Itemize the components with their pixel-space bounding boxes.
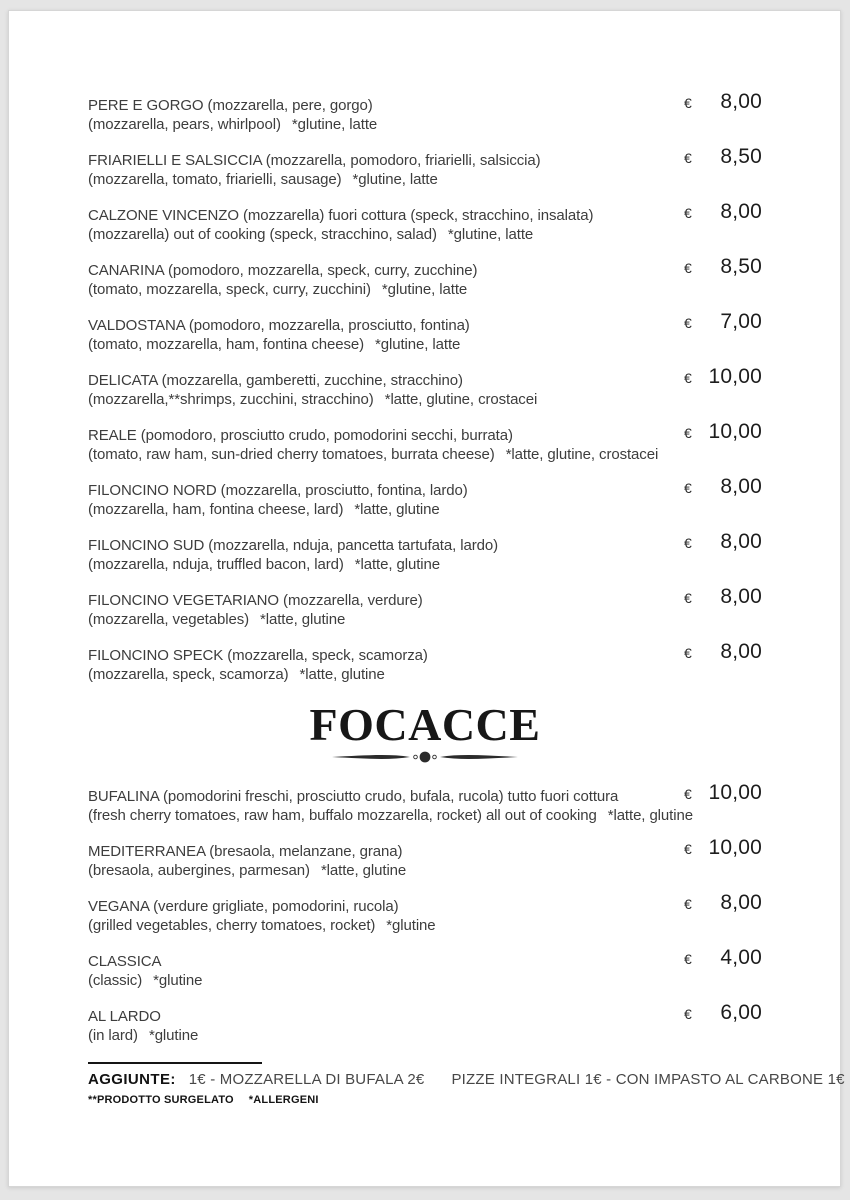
item-translation: (tomato, mozzarella, speck, curry, zucchini) xyxy=(88,281,371,298)
item-translation: (mozzarella, speck, scamorza) xyxy=(88,666,289,683)
item-allergens: *latte, glutine, crostacei xyxy=(505,446,659,463)
item-translation: (mozzarella, vegetables) xyxy=(88,611,250,628)
item-name-line: CALZONE VINCENZO (mozzarella) fuori cottura (speck, stracchino, insalata) xyxy=(88,207,594,224)
allergens-note: *ALLERGENI xyxy=(248,1094,319,1106)
item-name-line: FILONCINO VEGETARIANO (mozzarella, verdure) xyxy=(88,592,423,609)
menu-item xyxy=(88,365,762,409)
price-value: 10,00 xyxy=(708,836,762,859)
price-value: 8,50 xyxy=(720,145,762,168)
menu-item xyxy=(88,640,762,684)
euro-sign: € xyxy=(684,1006,692,1022)
euro-sign: € xyxy=(684,370,692,386)
menu-item xyxy=(88,585,762,629)
price-value: 8,00 xyxy=(720,200,762,223)
item-allergens: *latte, glutine, crostacei xyxy=(384,391,538,408)
euro-sign: € xyxy=(684,260,692,276)
menu-item xyxy=(88,836,762,880)
item-translation: (mozzarella, ham, fontina cheese, lard) xyxy=(88,501,344,518)
item-allergens: *latte, glutine xyxy=(260,611,346,628)
item-allergens: *glutine xyxy=(148,1027,199,1044)
menu-item xyxy=(88,145,762,189)
euro-sign: € xyxy=(684,645,692,661)
item-allergens: *glutine xyxy=(386,917,436,934)
item-name-line: REALE (pomodoro, prosciutto crudo, pomodorini secchi, burrata) xyxy=(88,427,513,444)
item-price xyxy=(684,477,762,498)
euro-sign: € xyxy=(684,590,692,606)
item-translation: (mozzarella) out of cooking (speck, stracchino, salad) xyxy=(88,226,437,243)
menu-item xyxy=(88,420,762,464)
menu-item xyxy=(88,255,762,299)
section-divider-ornament xyxy=(332,750,518,764)
item-name-line: PERE E GORGO (mozzarella, pere, gorgo) xyxy=(88,97,373,114)
euro-sign: € xyxy=(684,205,692,221)
menu-item xyxy=(88,475,762,519)
item-allergens: *latte, glutine xyxy=(607,807,693,824)
menu-page xyxy=(8,10,845,1187)
euro-sign: € xyxy=(684,841,692,857)
euro-sign: € xyxy=(684,315,692,331)
item-allergens: *latte, glutine xyxy=(299,666,385,683)
item-name-line: VEGANA (verdure grigliate, pomodorini, rucola) xyxy=(88,898,399,915)
item-name-line: FILONCINO SUD (mozzarella, nduja, pancetta tartufata, lardo) xyxy=(88,537,499,554)
item-allergens: *glutine, latte xyxy=(291,116,378,133)
menu-item xyxy=(88,90,762,134)
aggiunte-text: 1€ - MOZZARELLA DI BUFALA 2€ xyxy=(188,1071,425,1088)
euro-sign: € xyxy=(684,896,692,912)
item-name-line: FILONCINO NORD (mozzarella, prosciutto, fontina, lardo) xyxy=(88,482,468,499)
item-allergens: *glutine xyxy=(153,972,203,989)
euro-sign: € xyxy=(684,786,692,802)
item-price xyxy=(684,422,762,443)
price-value: 10,00 xyxy=(708,781,762,804)
item-price xyxy=(684,893,762,914)
item-price xyxy=(684,1003,762,1024)
menu-item xyxy=(88,946,762,990)
item-price xyxy=(684,367,762,388)
item-price xyxy=(684,312,762,333)
item-price xyxy=(684,257,762,278)
item-translation: (mozzarella, nduja, truffled bacon, lard) xyxy=(88,556,344,573)
item-price xyxy=(684,948,762,969)
price-value: 10,00 xyxy=(708,420,762,443)
menu-item xyxy=(88,1001,762,1045)
euro-sign: € xyxy=(684,480,692,496)
item-price xyxy=(684,587,762,608)
menu-item xyxy=(88,200,762,244)
item-translation: (classic) xyxy=(88,972,143,989)
item-name-line: AL LARDO xyxy=(88,1008,161,1025)
item-price xyxy=(684,202,762,223)
focacce-section xyxy=(88,781,762,1045)
focacce-heading: FOCACCE xyxy=(309,699,541,750)
footer-divider xyxy=(88,1062,262,1064)
euro-sign: € xyxy=(684,150,692,166)
price-value: 8,00 xyxy=(720,475,762,498)
euro-sign: € xyxy=(684,425,692,441)
euro-sign: € xyxy=(684,535,692,551)
item-translation: (tomato, mozzarella, ham, fontina cheese) xyxy=(88,336,365,353)
price-value: 8,00 xyxy=(720,530,762,553)
price-value: 10,00 xyxy=(708,365,762,388)
integrali-text: PIZZE INTEGRALI 1€ - CON IMPASTO AL CARBONE 1€ xyxy=(451,1071,845,1088)
menu-item xyxy=(88,310,762,354)
item-allergens: *glutine, latte xyxy=(447,226,534,243)
item-price xyxy=(684,838,762,859)
item-price xyxy=(684,532,762,553)
price-value: 7,00 xyxy=(720,310,762,333)
price-value: 8,00 xyxy=(720,90,762,113)
item-name-line: BUFALINA (pomodorini freschi, prosciutto crudo, bufala, rucola) tutto fuori cottura xyxy=(88,788,619,805)
euro-sign: € xyxy=(684,95,692,111)
price-value: 4,00 xyxy=(720,946,762,969)
item-name-line: FILONCINO SPECK (mozzarella, speck, scamorza) xyxy=(88,647,428,664)
item-name-line: VALDOSTANA (pomodoro, mozzarella, prosciutto, fontina) xyxy=(88,317,470,334)
item-allergens: *latte, glutine xyxy=(320,862,407,879)
item-translation: (bresaola, aubergines, parmesan) xyxy=(88,862,310,879)
menu-item xyxy=(88,891,762,935)
item-name-line: MEDITERRANEA (bresaola, melanzane, grana) xyxy=(88,843,403,860)
aggiunte-label: AGGIUNTE: xyxy=(88,1071,176,1088)
item-price xyxy=(684,642,762,663)
item-price xyxy=(684,147,762,168)
price-value: 6,00 xyxy=(720,1001,762,1024)
euro-sign: € xyxy=(684,951,692,967)
item-allergens: *glutine, latte xyxy=(381,281,468,298)
item-allergens: *glutine, latte xyxy=(352,171,438,188)
item-translation: (mozzarella, pears, whirlpool) xyxy=(88,116,281,133)
item-name-line: CANARINA (pomodoro, mozzarella, speck, curry, zucchine) xyxy=(88,262,478,279)
menu-item xyxy=(88,781,762,825)
menu-item xyxy=(88,530,762,574)
item-price xyxy=(684,783,762,804)
price-value: 8,00 xyxy=(720,640,762,663)
item-translation: (in lard) xyxy=(88,1027,138,1044)
item-name-line: FRIARIELLI E SALSICCIA (mozzarella, pomodoro, friarielli, salsiccia) xyxy=(88,152,541,169)
item-name-line: DELICATA (mozzarella, gamberetti, zucchine, stracchino) xyxy=(88,372,463,389)
item-price xyxy=(684,92,762,113)
item-translation: (fresh cherry tomatoes, raw ham, buffalo mozzarella, rocket) all out of cooking xyxy=(88,807,597,824)
item-allergens: *latte, glutine xyxy=(354,556,440,573)
frozen-product-note: **PRODOTTO SURGELATO xyxy=(88,1094,234,1106)
item-translation: (tomato, raw ham, sun-dried cherry tomatoes, burrata cheese) xyxy=(88,446,495,463)
item-translation: (mozzarella,**shrimps, zucchini, stracchino) xyxy=(88,391,374,408)
item-allergens: *latte, glutine xyxy=(354,501,440,518)
item-translation: (mozzarella, tomato, friarielli, sausage) xyxy=(88,171,342,188)
menu-footer xyxy=(88,1062,845,1106)
item-translation: (grilled vegetables, cherry tomatoes, rocket) xyxy=(88,917,376,934)
item-allergens: *glutine, latte xyxy=(375,336,461,353)
price-value: 8,00 xyxy=(720,585,762,608)
menu-content xyxy=(9,11,845,1106)
item-name-line: CLASSICA xyxy=(88,953,162,970)
pizze-section xyxy=(88,90,762,684)
price-value: 8,50 xyxy=(720,255,762,278)
price-value: 8,00 xyxy=(720,891,762,914)
